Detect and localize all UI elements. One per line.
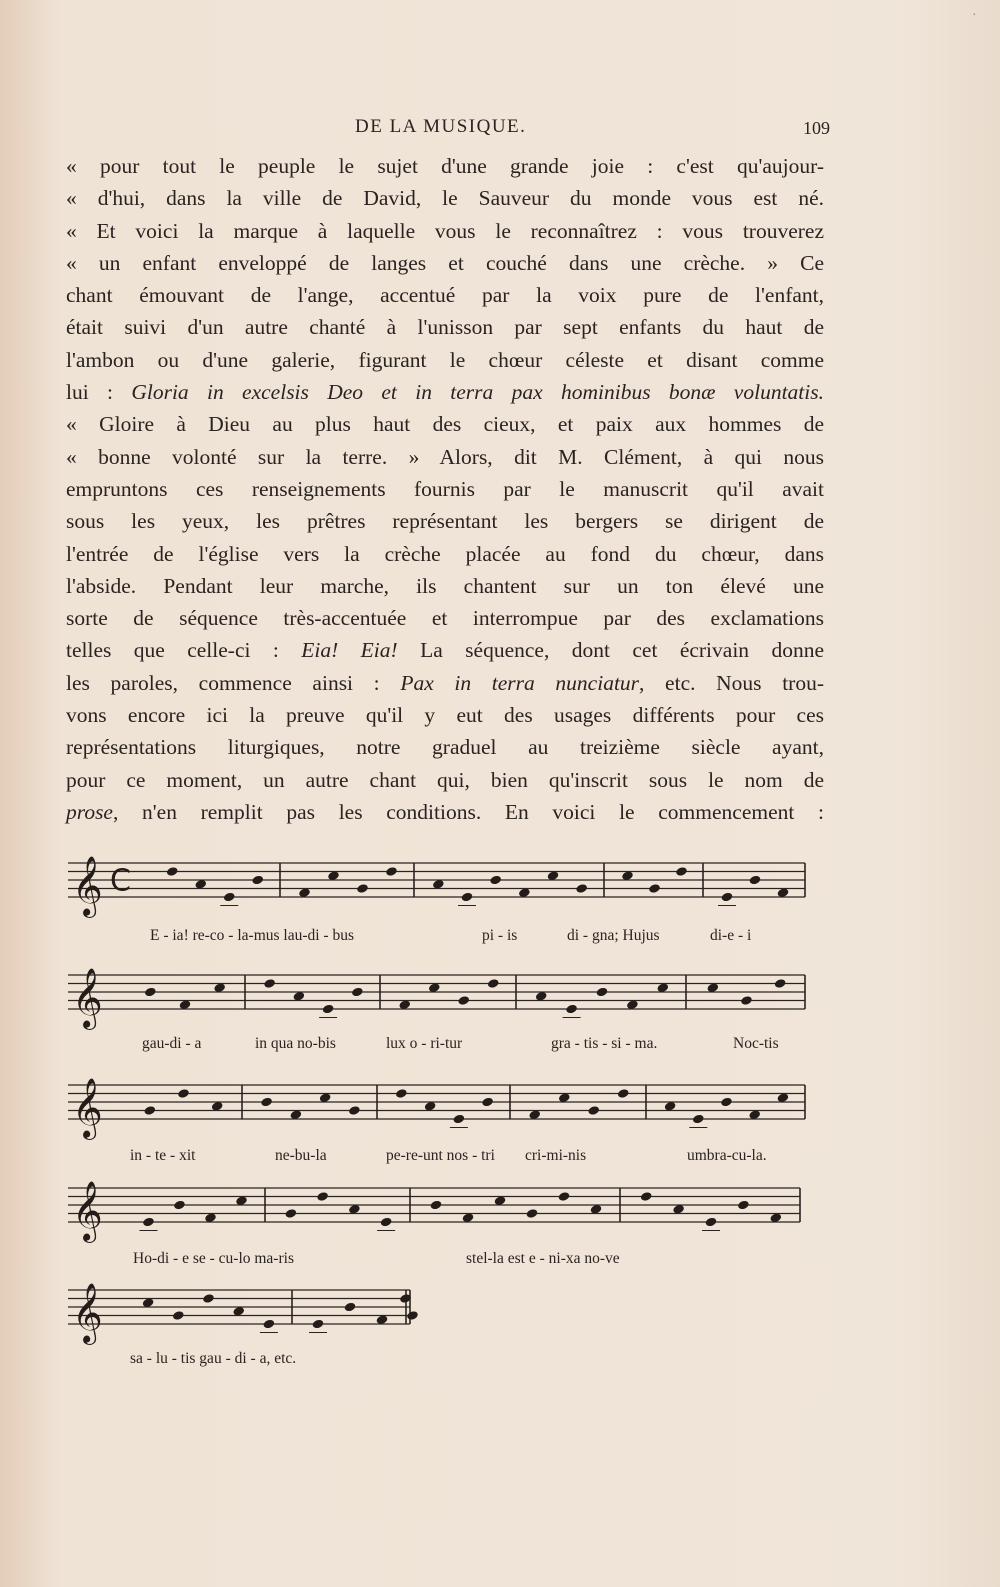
treble-clef-icon: 𝄞 — [72, 1078, 103, 1138]
text-line: l'abside. Pendant leur marche, ils chantent sur un ton élevé une — [66, 573, 824, 598]
note-head — [177, 1088, 190, 1099]
lyric-text: pi - is — [482, 927, 518, 944]
lyric-text: gra - tis - si - ma. — [551, 1035, 658, 1052]
note-head — [740, 995, 753, 1006]
text-line: sorte de séquence très-accentuée et interrompue par des exclamations — [66, 606, 824, 631]
lyric-text: di-e - i — [710, 927, 752, 944]
text-fragment: lui : — [66, 380, 113, 405]
music-system — [68, 1283, 419, 1367]
note-head — [356, 883, 369, 894]
lyric-text: cri-mi-nis — [525, 1147, 587, 1164]
text-line-with-italic — [66, 667, 824, 699]
text-line: chant émouvant de l'ange, accentué par la voix pure de l'enfant, — [66, 283, 824, 308]
lyric-text: stel-la est e - ni-xa no-ve — [466, 1250, 620, 1267]
lyric-text: umbra-cu-la. — [687, 1147, 767, 1164]
note-head — [461, 892, 474, 903]
page-header — [70, 112, 830, 142]
text-line: sous les yeux, les prêtres représentant les bergers se dirigent de — [66, 509, 824, 534]
lyric-text: Noc-tis — [733, 1035, 779, 1052]
note-head — [395, 1088, 408, 1099]
italic-pax: Pax in terra nunciatur — [400, 670, 640, 695]
lyric-text: di - gna; Hujus — [567, 927, 660, 944]
page-number: 109 — [803, 118, 830, 138]
lyric-text: gau-di - a — [142, 1035, 202, 1052]
note-head — [774, 978, 787, 989]
text-line: « bonne volonté sur la terre. » Alors, dit M. Clément, à qui nous — [66, 444, 824, 469]
music-system — [68, 968, 805, 1052]
note-head — [489, 875, 502, 886]
text-line: « un enfant enveloppé de langes et couché dans une crèche. » Ce — [66, 250, 824, 275]
note-head — [223, 892, 236, 903]
treble-clef-icon: 𝄞 — [72, 968, 103, 1028]
text-line: « Gloire à Dieu au plus haut des cieux, et paix aux hommes de — [66, 412, 824, 437]
note-head — [675, 866, 688, 877]
note-head — [587, 1105, 600, 1116]
note-head — [406, 1310, 419, 1321]
lyric-text: in - te - xit — [130, 1147, 196, 1164]
note-head — [705, 1217, 718, 1228]
ink-speck: · — [972, 8, 977, 23]
italic-latin-gloria: Gloria in excelsis Deo et in terra pax hominibus bonæ voluntatis. — [131, 380, 824, 405]
note-head — [430, 1200, 443, 1211]
note-head — [721, 892, 734, 903]
text-line: l'entrée de l'église vers la crèche placée au fond du chœur, dans — [66, 541, 824, 566]
note-head — [251, 875, 264, 886]
text-line: l'ambon ou d'une galerie, figurant le chœur céleste et disant comme — [66, 347, 824, 372]
text-line-with-italic — [66, 796, 824, 828]
text-line: était suivi d'un autre chanté à l'unisson par sept enfants du haut de — [66, 315, 824, 340]
note-head — [720, 1097, 733, 1108]
note-head — [640, 1191, 653, 1202]
text-line: « pour tout le peuple le sujet d'une grande joie : c'est qu'aujour- — [66, 154, 824, 178]
note-head — [457, 995, 470, 1006]
text-line: représentations liturgiques, notre graduel au treizième siècle ayant, — [66, 735, 824, 760]
note-head — [692, 1114, 705, 1125]
note-head — [260, 1097, 273, 1108]
note-head — [143, 1105, 156, 1116]
italic-prose: prose — [66, 799, 113, 824]
note-head — [263, 1319, 276, 1330]
lyric-text: sa - lu - tis gau - di - a, etc. — [130, 1350, 297, 1367]
note-head — [749, 875, 762, 886]
note-head — [173, 1200, 186, 1211]
lyric-text: ne-bu-la — [275, 1147, 327, 1164]
note-head — [172, 1310, 185, 1321]
note-head — [575, 883, 588, 894]
note-head — [344, 1302, 357, 1313]
note-head — [596, 987, 609, 998]
text-fragment: les paroles, commence ainsi : — [66, 670, 380, 695]
note-head — [348, 1105, 361, 1116]
common-time-signature: C — [110, 863, 131, 899]
music-system — [68, 1078, 805, 1164]
note-head — [380, 1217, 393, 1228]
note-head — [316, 1191, 329, 1202]
note-head — [142, 1217, 155, 1228]
note-head — [487, 978, 500, 989]
music-system — [68, 1181, 800, 1267]
note-head — [648, 883, 661, 894]
note-head — [385, 866, 398, 877]
text-fragment: , etc. Nous trou- — [639, 670, 824, 695]
lyric-text: pe-re-unt nos - tri — [386, 1147, 495, 1164]
lyric-text: lux o - ri-tur — [386, 1035, 463, 1052]
text-fragment: , n'en remplit pas les conditions. En voici le commencement : — [112, 799, 824, 824]
text-line: « d'hui, dans la ville de David, le Sauveur du monde vous est né. — [66, 186, 824, 211]
text-fragment: La séquence, dont cet écrivain donne — [420, 638, 824, 663]
note-head — [526, 1208, 539, 1219]
italic-eia: Eia! Eia! — [301, 638, 398, 663]
text-line-with-italic — [66, 634, 824, 666]
note-head — [617, 1088, 630, 1099]
text-line: vons encore ici la preuve qu'il y eut des usages différents pour ces — [66, 703, 824, 728]
note-head — [481, 1097, 494, 1108]
note-head — [351, 987, 364, 998]
running-title: DE LA MUSIQUE. — [355, 116, 527, 137]
note-head — [263, 978, 276, 989]
lyric-text: in qua no-bis — [255, 1035, 336, 1052]
text-fragment: telles que celle-ci : — [66, 638, 279, 663]
text-line: empruntons ces renseignements fournis par le manuscrit qu'il avait — [66, 476, 824, 501]
lyric-text: Ho-di - e se - cu-lo ma-ris — [133, 1250, 294, 1267]
note-head — [558, 1191, 571, 1202]
note-head — [202, 1293, 215, 1304]
note-head — [565, 1004, 578, 1015]
text-line: pour ce moment, un autre chant qui, bien qu'inscrit sous le nom de — [66, 767, 824, 792]
treble-clef-icon: 𝄞 — [72, 856, 103, 916]
body-text — [66, 150, 824, 828]
note-head — [166, 866, 179, 877]
lyric-text: E - ia! re-co - la-mus lau-di - bus — [150, 927, 355, 944]
treble-clef-icon: 𝄞 — [72, 1181, 103, 1241]
text-line: « Et voici la marque à laquelle vous le reconnaîtrez : vous trouverez — [66, 218, 824, 243]
music-system — [68, 856, 805, 944]
note-head — [453, 1114, 466, 1125]
note-head — [322, 1004, 335, 1015]
note-head — [285, 1208, 298, 1219]
note-head — [737, 1200, 750, 1211]
note-head — [144, 987, 157, 998]
treble-clef-icon: 𝄞 — [72, 1283, 103, 1343]
note-head — [312, 1319, 325, 1330]
text-line-with-italic — [66, 376, 824, 408]
